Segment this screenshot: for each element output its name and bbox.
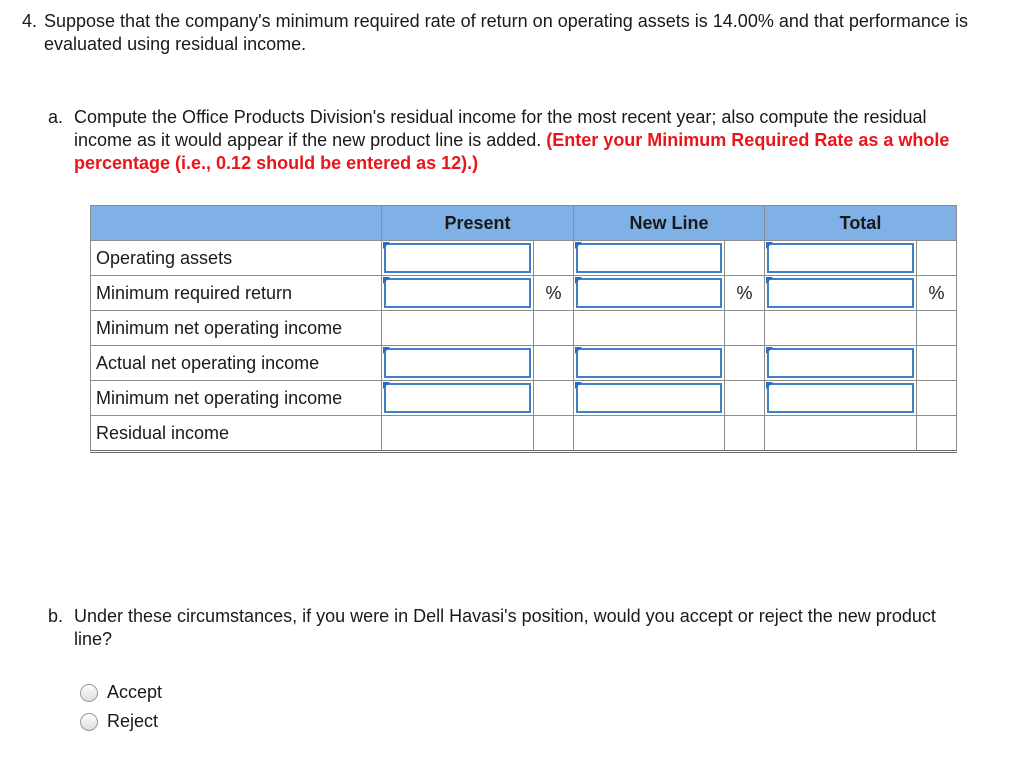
input-marker-icon — [766, 347, 773, 354]
present-input[interactable] — [384, 348, 531, 378]
total-value-cell[interactable] — [765, 276, 917, 311]
total-input[interactable] — [767, 348, 914, 378]
part-a — [48, 106, 978, 175]
accept-reject-options — [80, 678, 162, 736]
part-b-text: Under these circumstances, if you were in Dell Havasi's position, would you accept or reject the new product line? — [74, 606, 936, 649]
new-line-input[interactable] — [576, 383, 722, 413]
question-4 — [22, 10, 1002, 56]
present-value-cell[interactable] — [382, 276, 534, 311]
new-line-value-cell — [574, 416, 725, 452]
row-label: Minimum net operating income — [91, 311, 382, 346]
total-value-cell[interactable] — [765, 381, 917, 416]
present-value-cell[interactable] — [382, 241, 534, 276]
new-line-value-cell[interactable] — [574, 241, 725, 276]
total-value-cell — [765, 311, 917, 346]
present-percent-cell — [534, 381, 574, 416]
question-text: Suppose that the company's minimum required rate of return on operating assets is 14.00% and that performance is evaluated using residual income. — [44, 11, 968, 54]
header-present: Present — [382, 206, 574, 241]
input-marker-icon — [766, 277, 773, 284]
accept-label: Accept — [107, 682, 163, 702]
header-blank — [91, 206, 382, 241]
total-input[interactable] — [767, 278, 914, 308]
row-label: Minimum required return — [91, 276, 382, 311]
table-row — [91, 241, 957, 276]
total-percent-cell — [917, 311, 957, 346]
total-input[interactable] — [767, 243, 914, 273]
table-row — [91, 416, 957, 452]
total-percent-cell — [917, 416, 957, 452]
new-line-percent-cell — [725, 241, 765, 276]
input-marker-icon — [383, 382, 390, 389]
option-reject[interactable] — [80, 707, 162, 736]
total-percent-cell — [917, 381, 957, 416]
header-total: Total — [765, 206, 957, 241]
present-value-cell — [382, 416, 534, 452]
present-percent-cell — [534, 241, 574, 276]
part-b — [48, 605, 978, 651]
part-b-label: b. — [48, 606, 64, 626]
new-line-percent-cell — [725, 381, 765, 416]
input-marker-icon — [575, 382, 582, 389]
present-input[interactable] — [384, 278, 531, 308]
input-marker-icon — [383, 347, 390, 354]
row-label: Residual income — [91, 416, 382, 452]
new-line-input[interactable] — [576, 278, 722, 308]
total-percent-cell — [917, 241, 957, 276]
present-percent-cell — [534, 346, 574, 381]
residual-income-table — [90, 205, 957, 453]
present-value-cell[interactable] — [382, 346, 534, 381]
new-line-percent-cell: % — [725, 276, 765, 311]
table-row — [91, 381, 957, 416]
present-input[interactable] — [384, 383, 531, 413]
input-marker-icon — [383, 277, 390, 284]
input-marker-icon — [575, 277, 582, 284]
row-label: Actual net operating income — [91, 346, 382, 381]
input-marker-icon — [383, 242, 390, 249]
new-line-value-cell[interactable] — [574, 346, 725, 381]
row-label: Operating assets — [91, 241, 382, 276]
new-line-percent-cell — [725, 311, 765, 346]
present-value-cell — [382, 311, 534, 346]
total-value-cell[interactable] — [765, 346, 917, 381]
input-marker-icon — [766, 242, 773, 249]
total-percent-cell: % — [917, 276, 957, 311]
present-value-cell[interactable] — [382, 381, 534, 416]
new-line-input[interactable] — [576, 348, 722, 378]
total-value-cell[interactable] — [765, 241, 917, 276]
total-percent-cell — [917, 346, 957, 381]
present-percent-cell — [534, 311, 574, 346]
row-label: Minimum net operating income — [91, 381, 382, 416]
reject-label: Reject — [107, 711, 159, 731]
header-new-line: New Line — [574, 206, 765, 241]
table-row — [91, 276, 957, 311]
new-line-percent-cell — [725, 346, 765, 381]
new-line-value-cell[interactable] — [574, 381, 725, 416]
part-a-text — [74, 106, 978, 175]
option-accept[interactable] — [80, 678, 162, 707]
present-percent-cell — [534, 416, 574, 452]
new-line-percent-cell — [725, 416, 765, 452]
table-header-row — [91, 206, 957, 241]
question-number: 4. — [22, 11, 38, 31]
accept-radio[interactable] — [80, 684, 98, 702]
table-row — [91, 346, 957, 381]
total-value-cell — [765, 416, 917, 452]
input-marker-icon — [766, 382, 773, 389]
present-input[interactable] — [384, 243, 531, 273]
part-a-label: a. — [48, 107, 64, 127]
part-a-prompt: Compute the Office Products Division's residual income for the most recent year; also compute the residual income as it would appear if the new product line is added. — [74, 107, 927, 150]
total-input[interactable] — [767, 383, 914, 413]
input-marker-icon — [575, 242, 582, 249]
new-line-value-cell — [574, 311, 725, 346]
new-line-value-cell[interactable] — [574, 276, 725, 311]
present-percent-cell: % — [534, 276, 574, 311]
input-marker-icon — [575, 347, 582, 354]
reject-radio[interactable] — [80, 713, 98, 731]
new-line-input[interactable] — [576, 243, 722, 273]
part-a-instruction: (Enter your Minimum Required Rate as a whole percentage (i.e., 0.12 should be entered as 12).) — [74, 130, 950, 173]
table-row — [91, 311, 957, 346]
